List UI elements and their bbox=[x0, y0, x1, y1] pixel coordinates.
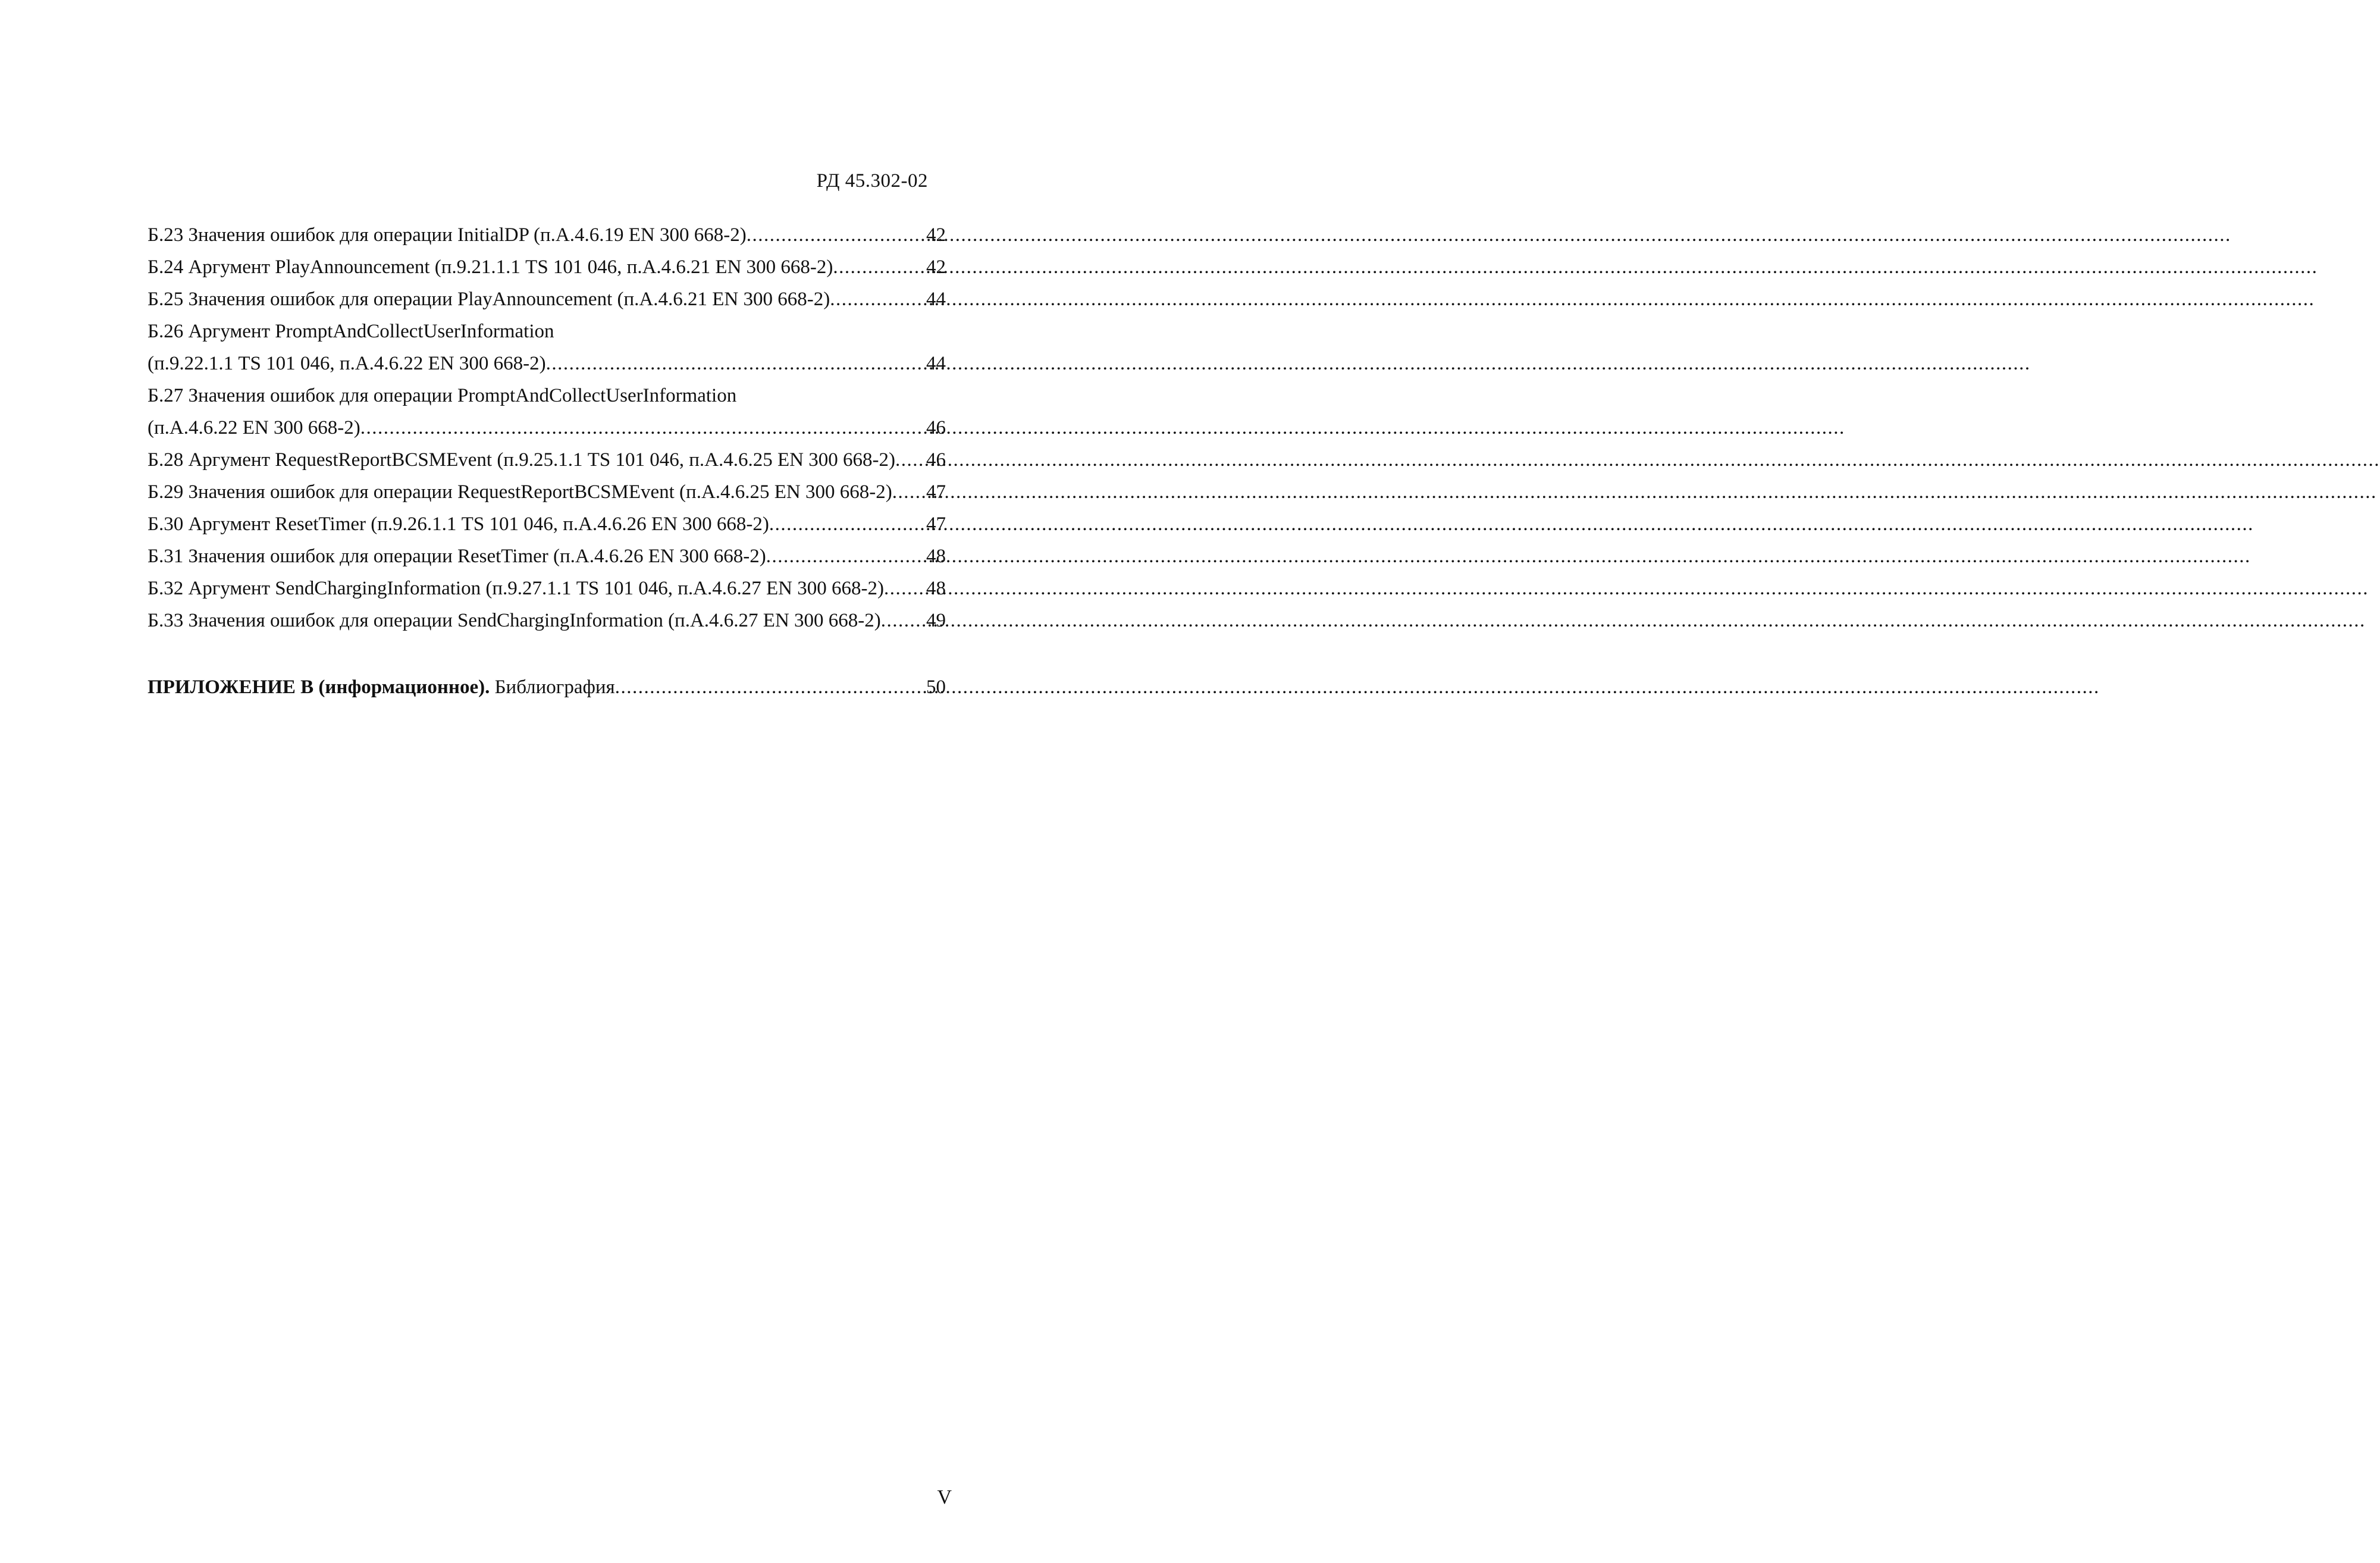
toc-entry-b33 bbox=[148, 604, 946, 637]
toc-entry-b30 bbox=[148, 508, 946, 540]
page-number: V bbox=[937, 1486, 952, 1508]
toc-entry-page: 42 bbox=[926, 224, 946, 246]
toc-entry-text: Б.31 Значения ошибок для операции ResetTimer (п.А.4.6.26 EN 300 668-2) bbox=[148, 546, 766, 567]
table-of-contents bbox=[148, 219, 946, 703]
toc-entry-text: Б.28 Аргумент RequestReportBCSMEvent (п.9.25.1.1 TS 101 046, п.А.4.6.25 EN 300 668-2) bbox=[148, 449, 895, 471]
toc-leader-dots bbox=[881, 604, 925, 637]
toc-leader-dots bbox=[769, 508, 925, 540]
toc-entry-text: Б.30 Аргумент ResetTimer (п.9.26.1.1 TS 101 046, п.А.4.6.26 EN 300 668-2) bbox=[148, 513, 769, 535]
toc-entry-text: Б.29 Значения ошибок для операции RequestReportBCSMEvent (п.А.4.6.25 EN 300 668-2) bbox=[148, 481, 892, 503]
toc-entry-text: Б.24 Аргумент PlayAnnouncement (п.9.21.1.1 TS 101 046, п.А.4.6.21 EN 300 668-2) bbox=[148, 256, 833, 278]
toc-entry-b27-ref bbox=[148, 412, 946, 444]
appendix-title: Библиография bbox=[490, 676, 615, 698]
toc-entry-b25 bbox=[148, 283, 946, 315]
toc-leader-dots bbox=[766, 540, 925, 572]
toc-entry-b27-title bbox=[148, 380, 946, 412]
toc-entry-page: 50 bbox=[926, 676, 946, 698]
toc-entry-text bbox=[148, 671, 615, 703]
toc-entry-text: Б.25 Значения ошибок для операции PlayAnnouncement (п.А.4.6.21 EN 300 668-2) bbox=[148, 289, 830, 310]
toc-leader-dots bbox=[546, 347, 925, 380]
toc-entry-b26-title bbox=[148, 315, 946, 347]
toc-entry-text: Б.33 Значения ошибок для операции SendChargingInformation (п.А.4.6.27 EN 300 668-2) bbox=[148, 610, 881, 631]
toc-entry-text: (п.А.4.6.22 EN 300 668-2) bbox=[148, 417, 360, 438]
toc-leader-dots bbox=[884, 572, 925, 604]
appendix-heading: ПРИЛОЖЕНИЕ В (информационное). bbox=[148, 676, 490, 698]
toc-entry-b31 bbox=[148, 540, 946, 572]
toc-entry-page: 48 bbox=[926, 578, 946, 599]
toc-entry-page: 44 bbox=[926, 289, 946, 310]
toc-leader-dots bbox=[892, 476, 925, 508]
toc-entry-b26-ref bbox=[148, 347, 946, 380]
toc-leader-dots bbox=[360, 412, 925, 444]
toc-entry-b32 bbox=[148, 572, 946, 604]
toc-entry-text: Б.26 Аргумент PromptAndCollectUserInformation bbox=[148, 321, 554, 342]
toc-entry-text: Б.32 Аргумент SendChargingInformation (п.9.27.1.1 TS 101 046, п.А.4.6.27 EN 300 668-2) bbox=[148, 578, 884, 599]
toc-entry-text: Б.27 Значения ошибок для операции PromptAndCollectUserInformation bbox=[148, 385, 737, 406]
toc-entry-appendix-v bbox=[148, 671, 946, 703]
toc-leader-dots bbox=[615, 671, 925, 703]
toc-entry-text: (п.9.22.1.1 TS 101 046, п.А.4.6.22 EN 300 668-2) bbox=[148, 353, 546, 374]
toc-entry-page: 42 bbox=[926, 256, 946, 278]
toc-entry-text: Б.23 Значения ошибок для операции InitialDP (п.А.4.6.19 EN 300 668-2) bbox=[148, 224, 747, 246]
toc-leader-dots bbox=[895, 444, 925, 476]
toc-entry-b24 bbox=[148, 251, 946, 283]
toc-entry-page: 44 bbox=[926, 353, 946, 374]
toc-entry-page: 47 bbox=[926, 481, 946, 503]
toc-entry-b23 bbox=[148, 219, 946, 251]
toc-leader-dots bbox=[830, 283, 925, 315]
toc-entry-page: 48 bbox=[926, 546, 946, 567]
toc-leader-dots bbox=[747, 219, 925, 251]
toc-entry-page: 46 bbox=[926, 417, 946, 438]
document-code: РД 45.302-02 bbox=[816, 170, 928, 192]
toc-entry-b29 bbox=[148, 476, 946, 508]
toc-entry-page: 46 bbox=[926, 449, 946, 471]
toc-entry-b28 bbox=[148, 444, 946, 476]
toc-leader-dots bbox=[833, 251, 925, 283]
toc-entry-page: 49 bbox=[926, 610, 946, 631]
toc-entry-page: 47 bbox=[926, 513, 946, 535]
